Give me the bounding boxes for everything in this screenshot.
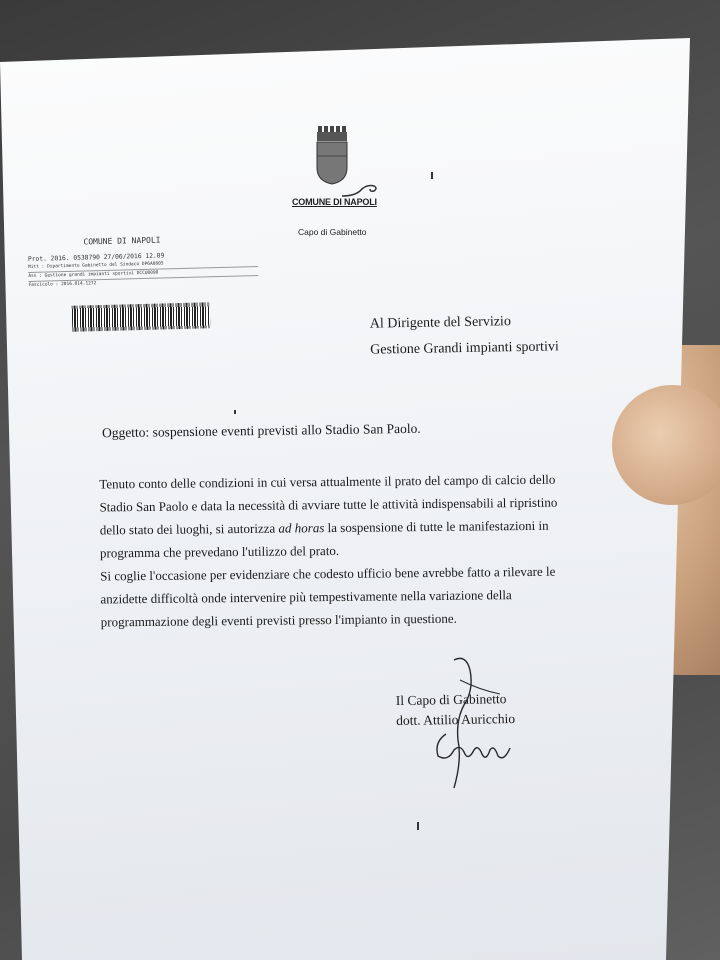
recipient-line-2: Gestione Grandi impianti sportivi (370, 339, 559, 358)
body-line: anzidette difficoltà onde intervenire più tempestivamente nella variazione della (100, 587, 512, 607)
body-line: Stadio San Paolo e data la necessità di avviare tutte le attività indispensabili al ripristino (99, 494, 558, 515)
body-line: Si coglie l'occasione per evidenziare che codesto ufficio bene avrebbe fatto a rilevare le (100, 563, 556, 584)
crest-label: COMUNE DI NAPOLI (292, 197, 377, 207)
body-text: la sospensione di tutte le manifestazioni in (324, 517, 549, 536)
handwritten-signature (420, 650, 530, 795)
recipient-line-1: Al Dirigente del Servizio (369, 314, 512, 332)
ink-mark (431, 172, 433, 179)
stamp-title: COMUNE DI NAPOLI (83, 235, 161, 247)
body-italic: ad horas (278, 520, 325, 536)
stamp-protocol-line: Prot. 2016. 0538790 27/06/2016 12.09 (27, 252, 165, 264)
recipient-block (370, 308, 559, 363)
body-line (100, 514, 570, 542)
body-text: dello stato dei luoghi, si autorizza (99, 520, 279, 538)
stamp-sender-line: Mitt : Dipartimento Gabinetto del Sindaco DP6A6805 (28, 258, 258, 273)
ink-dot (234, 410, 236, 414)
letter-body (99, 468, 571, 634)
office-name: Capo di Gabinetto (298, 227, 367, 237)
protocol-stamp (27, 233, 258, 290)
signatory-name: dott. Attilio Auricchio (396, 710, 516, 729)
body-line: programma che prevedano l'utilizzo del prato. (99, 542, 340, 561)
body-line: programmazione degli eventi previsti presso l'impianto in questione. (100, 610, 457, 630)
barcode (72, 302, 211, 332)
stamp-assignee-line: Ass : Gestione grandi impianti sportivi DCCU0090 (28, 267, 258, 282)
ink-mark (417, 822, 419, 830)
stamp-file-line: Fascicolo : 2016.014.1272 (28, 281, 97, 289)
thumb-tip (612, 385, 720, 505)
subject-line: Oggetto: sospensione eventi previsti allo Stadio San Paolo. (101, 420, 421, 441)
signatory-role: Il Capo di Gabinetto (395, 691, 507, 709)
body-line: Tenuto conto delle condizioni in cui versa attualmente il prato del campo di calcio dello (99, 471, 556, 492)
city-crest-icon (312, 126, 350, 186)
